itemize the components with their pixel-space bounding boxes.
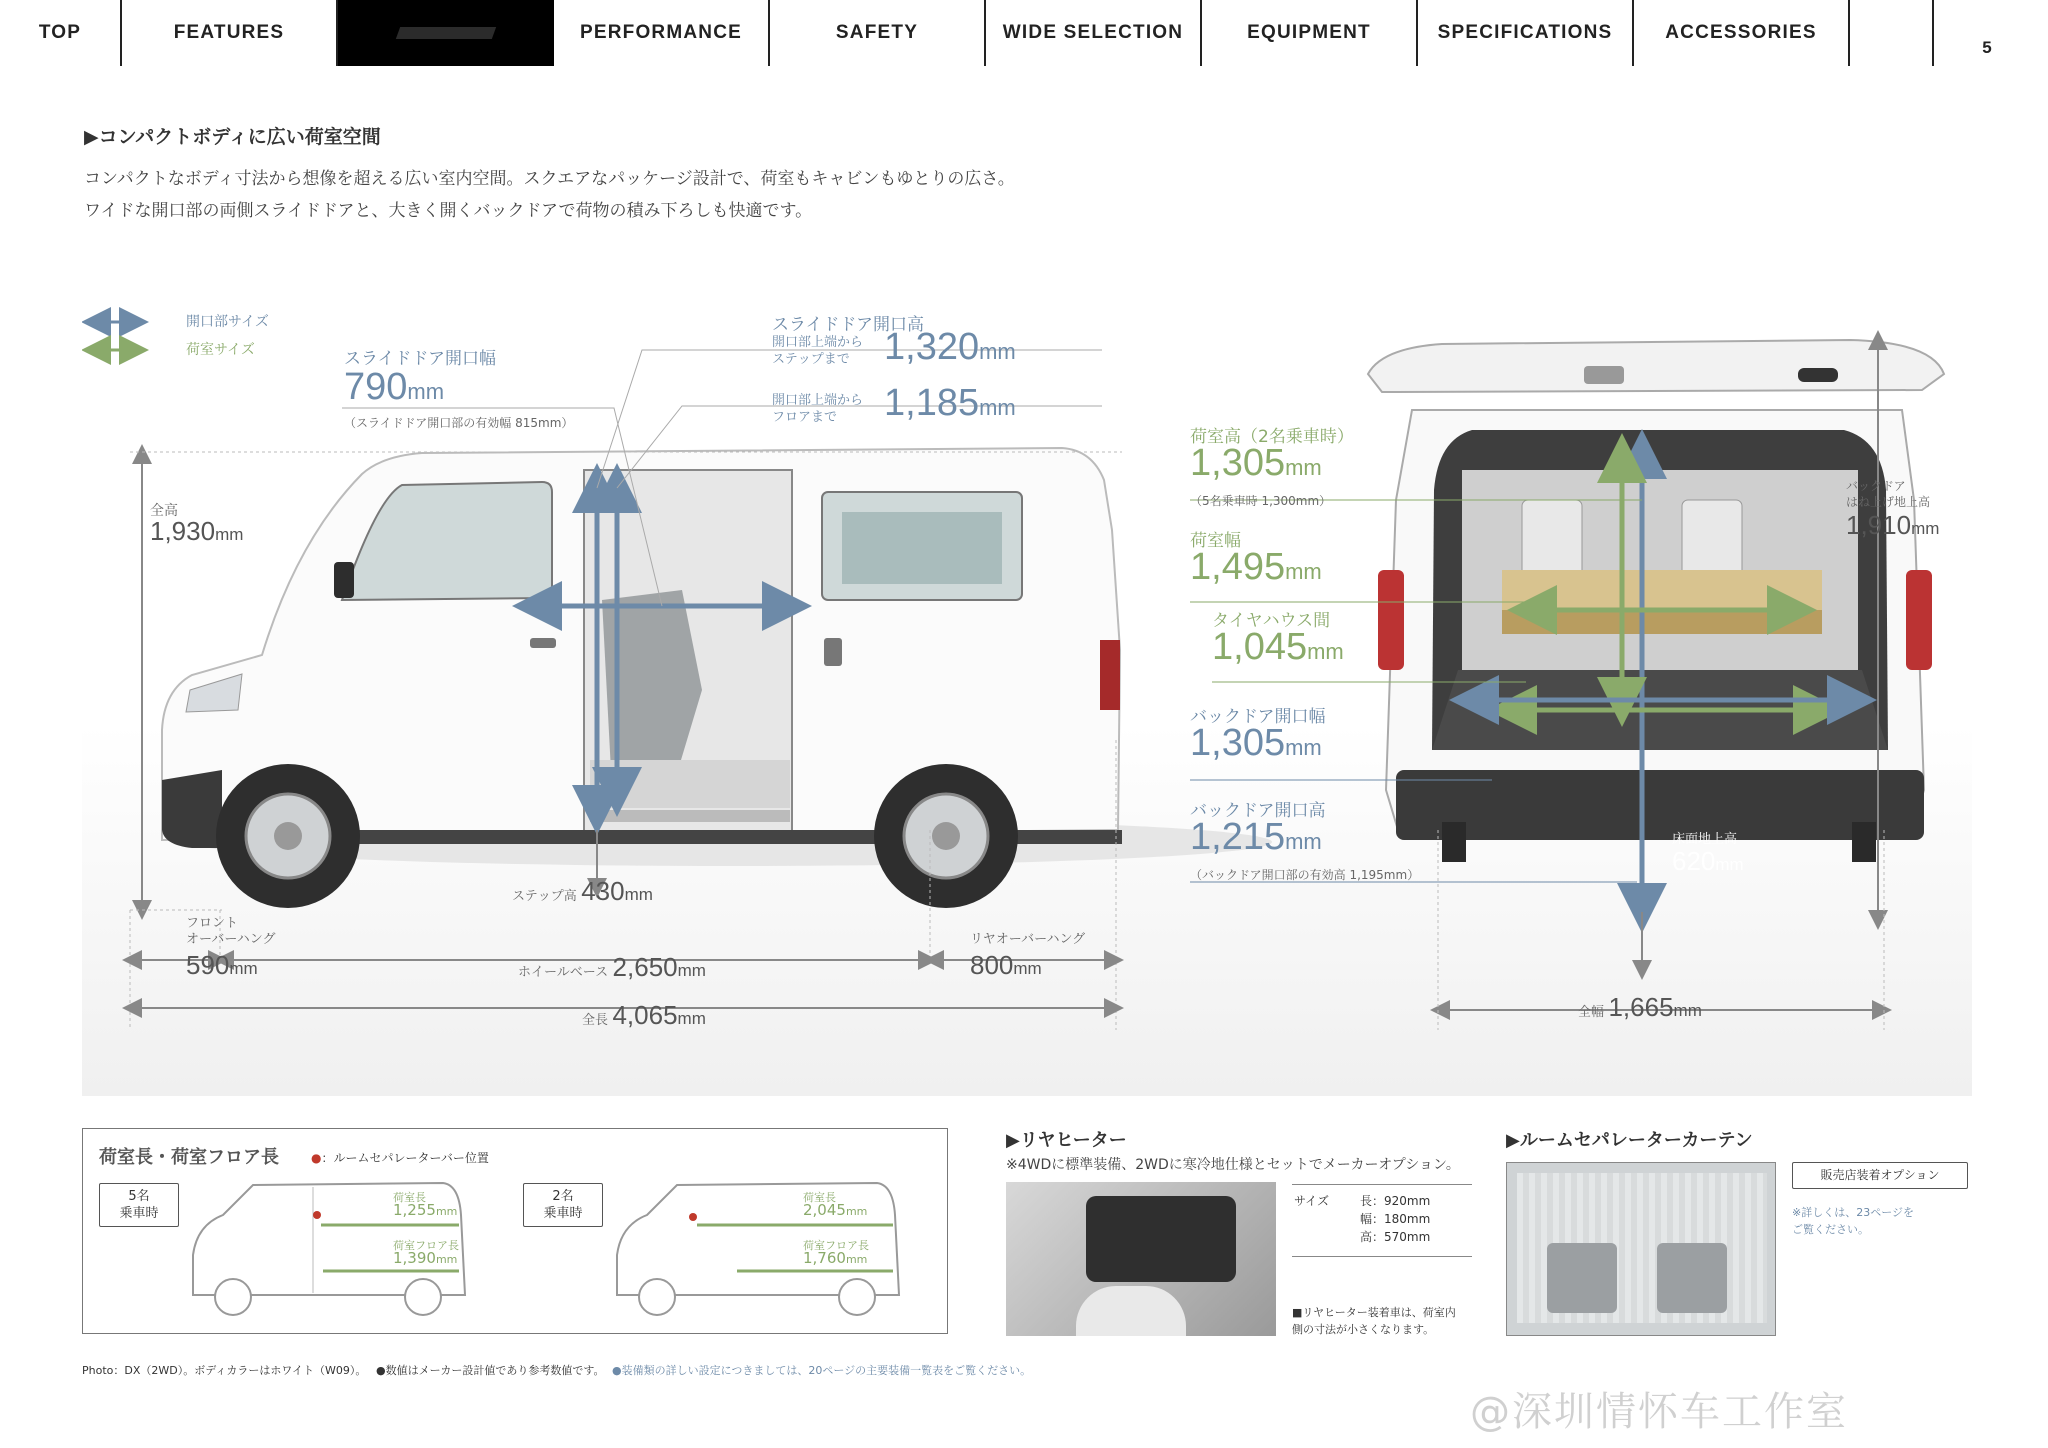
seat-left-shape — [1547, 1243, 1617, 1313]
top-to-floor-value — [884, 382, 1016, 425]
slide-width-label: スライドドア開口幅 — [344, 349, 496, 369]
five-len-unit: mm — [435, 1205, 458, 1218]
curtain-note-1: ※詳しくは、23ページを — [1792, 1206, 1914, 1219]
floor-height-value — [1672, 846, 1744, 877]
overall-length-number: 4,065 — [612, 1000, 678, 1030]
heater-rule-bottom — [1292, 1256, 1472, 1257]
tab-features-label: FEATURES — [173, 22, 285, 43]
front-overhang-number: 590 — [186, 950, 230, 980]
floor-height-number: 620 — [1672, 846, 1716, 876]
tab-wide-selection[interactable] — [986, 0, 1202, 66]
footer-equipment-note: ●装備類の詳しい設定につきましては、20ページの主要装備一覧表をご覧ください。 — [612, 1364, 1032, 1377]
back-door-width-label: バックドア開口幅 — [1190, 707, 1326, 727]
five-len-value — [393, 1201, 457, 1219]
tab-performance-label: PERFORMANCE — [579, 22, 743, 43]
five-floor-label: 荷室フロア長 — [393, 1239, 459, 1252]
front-overhang-label-1: フロント — [186, 916, 239, 931]
five-len-number: 1,255 — [393, 1201, 436, 1219]
five-seat-badge — [99, 1183, 179, 1227]
five-len-label: 荷室長 — [393, 1191, 426, 1204]
heater-footnote-1: ■リヤヒーター装着車は、荷室内 — [1292, 1306, 1456, 1319]
rear-overhang-value — [970, 950, 1042, 981]
two-floor-value — [803, 1249, 867, 1267]
five-seat-badge-2: 乗車時 — [119, 1206, 159, 1221]
two-len-unit: mm — [845, 1205, 868, 1218]
step-height — [512, 876, 653, 907]
tab-top[interactable] — [0, 0, 122, 66]
two-floor-number: 1,760 — [803, 1249, 846, 1267]
five-floor-value — [393, 1249, 457, 1267]
heater-rule-top — [1292, 1184, 1472, 1185]
top-to-step-label-2: ステップまで — [772, 352, 850, 367]
floor-height-label: 床面地上高 — [1672, 832, 1738, 847]
top-to-floor-label-2: フロアまで — [772, 410, 838, 425]
front-overhang-label — [186, 916, 275, 948]
separator-legend — [311, 1149, 489, 1166]
footer-reference-note: ●数値はメーカー設計値であり参考数値です。 — [376, 1364, 605, 1377]
heater-length: 長：920mm — [1360, 1194, 1431, 1208]
five-seat-badge-1: 5名 — [128, 1189, 150, 1204]
dimension-diagram — [82, 270, 1972, 1096]
step-height-unit: mm — [624, 885, 653, 904]
back-door-height-value — [1190, 816, 1322, 859]
overall-length-label: 全長 — [582, 1013, 609, 1028]
cargo-height-note: （5名乗車時 1,300mm） — [1190, 494, 1332, 508]
tire-house-number: 1,045 — [1212, 626, 1308, 668]
wheelbase-number: 2,650 — [612, 952, 678, 982]
front-overhang-unit: mm — [229, 959, 258, 978]
heater-note: ※4WDに標準装備、2WDに寒冷地仕様とセットでメーカーオプション。 — [1006, 1157, 1460, 1173]
heater-height: 高：570mm — [1360, 1230, 1431, 1244]
tab-top-label: TOP — [38, 22, 82, 43]
two-floor-unit: mm — [845, 1253, 868, 1266]
slide-width-number: 790 — [344, 366, 408, 408]
top-to-floor-unit: mm — [979, 395, 1016, 420]
cargo-height-value — [1190, 442, 1322, 485]
tab-accessories[interactable] — [1634, 0, 1850, 66]
overall-width — [1578, 992, 1702, 1023]
back-door-width-value — [1190, 722, 1322, 765]
five-floor-number: 1,390 — [393, 1249, 436, 1267]
overall-length — [582, 1000, 706, 1031]
tab-safety-label: SAFETY — [835, 22, 919, 43]
tab-features[interactable] — [122, 0, 338, 66]
rear-overhang-label: リヤオーバーハング — [970, 932, 1086, 947]
top-to-step-value — [884, 326, 1016, 369]
cargo-width-unit: mm — [1285, 559, 1322, 584]
tire-house-value — [1212, 626, 1344, 669]
step-height-label: ステップ高 — [512, 889, 577, 904]
overall-width-number: 1,665 — [1608, 992, 1674, 1022]
overall-height-unit: mm — [215, 525, 244, 544]
two-len-number: 2,045 — [803, 1201, 846, 1219]
wheelbase-label: ホイールベース — [518, 965, 609, 980]
overall-width-label: 全幅 — [1578, 1005, 1605, 1020]
two-seat-badge — [523, 1183, 603, 1227]
back-door-raised-number: 1,910 — [1846, 510, 1912, 540]
slide-width-value — [344, 366, 444, 409]
top-to-step-number: 1,320 — [884, 326, 980, 368]
top-to-step-label — [772, 334, 863, 368]
back-door-width-number: 1,305 — [1190, 722, 1286, 764]
five-floor-unit: mm — [435, 1253, 458, 1266]
heater-footnote — [1292, 1304, 1456, 1338]
back-door-width-unit: mm — [1285, 735, 1322, 760]
cargo-width-number: 1,495 — [1190, 546, 1286, 588]
seat-right-shape — [1657, 1243, 1727, 1313]
overall-width-unit: mm — [1673, 1001, 1702, 1020]
overall-length-unit: mm — [677, 1009, 706, 1028]
wheelbase-unit: mm — [677, 961, 706, 980]
heater-dimensions — [1360, 1192, 1430, 1246]
tab-current-model-logo — [396, 27, 496, 39]
two-seat-badge-1: 2名 — [552, 1189, 574, 1204]
back-door-raised-unit: mm — [1911, 519, 1940, 538]
cargo-width-label: 荷室幅 — [1190, 531, 1241, 551]
back-door-height-label: バックドア開口高 — [1190, 801, 1326, 821]
curtain-note — [1792, 1204, 1914, 1238]
heater-title: ▶リヤヒーター — [1006, 1130, 1127, 1151]
dealer-option-badge: 販売店装着オプション — [1792, 1162, 1968, 1189]
separator-legend-text: ：ルームセパレーターバー位置 — [321, 1151, 489, 1165]
slide-height-label: スライドドア開口高 — [772, 315, 924, 335]
step-height-number: 430 — [581, 876, 625, 906]
curtain-note-2: ご覧ください。 — [1792, 1223, 1869, 1236]
two-len-value — [803, 1201, 867, 1219]
top-to-floor-number: 1,185 — [884, 382, 980, 424]
tab-specifications-label: SPECIFICATIONS — [1437, 22, 1613, 43]
cargo-height-label: 荷室高（2名乗車時） — [1190, 427, 1354, 447]
back-door-raised-label-1: バックドア — [1846, 479, 1906, 493]
wheelbase — [518, 952, 706, 983]
top-to-step-unit: mm — [979, 339, 1016, 364]
back-door-raised-value — [1846, 510, 1939, 541]
tab-current-model[interactable] — [338, 0, 554, 66]
tab-specifications[interactable] — [1418, 0, 1634, 66]
heater-size-label: サイズ — [1294, 1194, 1330, 1208]
two-floor-label: 荷室フロア長 — [803, 1239, 869, 1252]
tire-house-label: タイヤハウス間 — [1212, 611, 1331, 631]
heater-unit-shape — [1086, 1196, 1236, 1282]
two-len-label: 荷室長 — [803, 1191, 836, 1204]
cargo-length-title: 荷室長・荷室フロア長 — [99, 1147, 279, 1168]
top-to-floor-label — [772, 392, 863, 426]
top-navigation — [0, 0, 2048, 66]
back-door-raised-label — [1846, 478, 1930, 510]
overall-height-value — [150, 516, 243, 547]
tab-wide-selection-label: WIDE SELECTION — [1002, 22, 1184, 43]
legend-opening-label: 開口部サイズ — [186, 314, 269, 330]
overall-height-number: 1,930 — [150, 516, 216, 546]
top-to-floor-label-1: 開口部上端から — [772, 393, 864, 408]
overall-height-label: 全高 — [150, 503, 178, 519]
footer-photo-note: Photo：DX（2WD）。ボディカラーはホワイト（W09）。 — [82, 1364, 367, 1377]
page-number: 5 — [1982, 38, 1992, 57]
slide-width-note: （スライドドア開口部の有効幅 815mm） — [344, 416, 574, 430]
heater-footnote-2: 側の寸法が小さくなります。 — [1292, 1323, 1435, 1336]
back-door-height-number: 1,215 — [1190, 816, 1286, 858]
back-door-height-note: （バックドア開口部の有効高 1,195mm） — [1190, 868, 1420, 882]
top-to-step-label-1: 開口部上端から — [772, 335, 864, 350]
cargo-height-unit: mm — [1285, 455, 1322, 480]
tab-equipment-label: EQUIPMENT — [1247, 22, 1371, 43]
cargo-height-number: 1,305 — [1190, 442, 1286, 484]
tab-blank[interactable] — [1850, 0, 1930, 66]
rear-overhang-unit: mm — [1013, 959, 1042, 978]
cargo-width-value — [1190, 546, 1322, 589]
separator-dot-icon: ● — [311, 1151, 322, 1165]
curtain-title: ▶ルームセパレーターカーテン — [1506, 1130, 1753, 1151]
rear-overhang-number: 800 — [970, 950, 1014, 980]
back-door-raised-label-2: はね上げ地上高 — [1846, 495, 1931, 509]
tab-equipment[interactable] — [1202, 0, 1418, 66]
slide-width-unit: mm — [407, 379, 445, 404]
front-overhang-value — [186, 950, 258, 981]
heater-photo — [1006, 1182, 1276, 1336]
intro-line-1: コンパクトなボディ寸法から想像を超える広い室内空間。スクエアなパッケージ設計で、荷室もキャビンもゆとりの広さ。 — [84, 169, 1015, 189]
tire-house-unit: mm — [1307, 639, 1344, 664]
tab-accessories-label: ACCESSORIES — [1665, 22, 1817, 43]
tab-performance[interactable] — [554, 0, 770, 66]
legend-cargo-label: 荷室サイズ — [186, 342, 255, 358]
back-door-height-unit: mm — [1285, 829, 1322, 854]
curtain-photo — [1506, 1162, 1776, 1336]
heater-width: 幅：180mm — [1360, 1212, 1431, 1226]
section-heading: ▶コンパクトボディに広い荷室空間 — [84, 126, 381, 148]
front-overhang-label-2: オーバーハング — [186, 932, 276, 947]
watermark: @深圳情怀车工作室 — [1470, 1389, 1848, 1435]
tab-safety[interactable] — [770, 0, 986, 66]
intro-line-2: ワイドな開口部の両側スライドドアと、大きく開くバックドアで荷物の積み下ろしも快適です。 — [84, 201, 813, 221]
floor-height-unit: mm — [1715, 855, 1744, 874]
two-seat-badge-2: 乗車時 — [543, 1206, 583, 1221]
cargo-length-panel — [82, 1128, 948, 1334]
wheel-arch-shape — [1076, 1286, 1186, 1336]
nav-divider — [1932, 0, 1934, 66]
